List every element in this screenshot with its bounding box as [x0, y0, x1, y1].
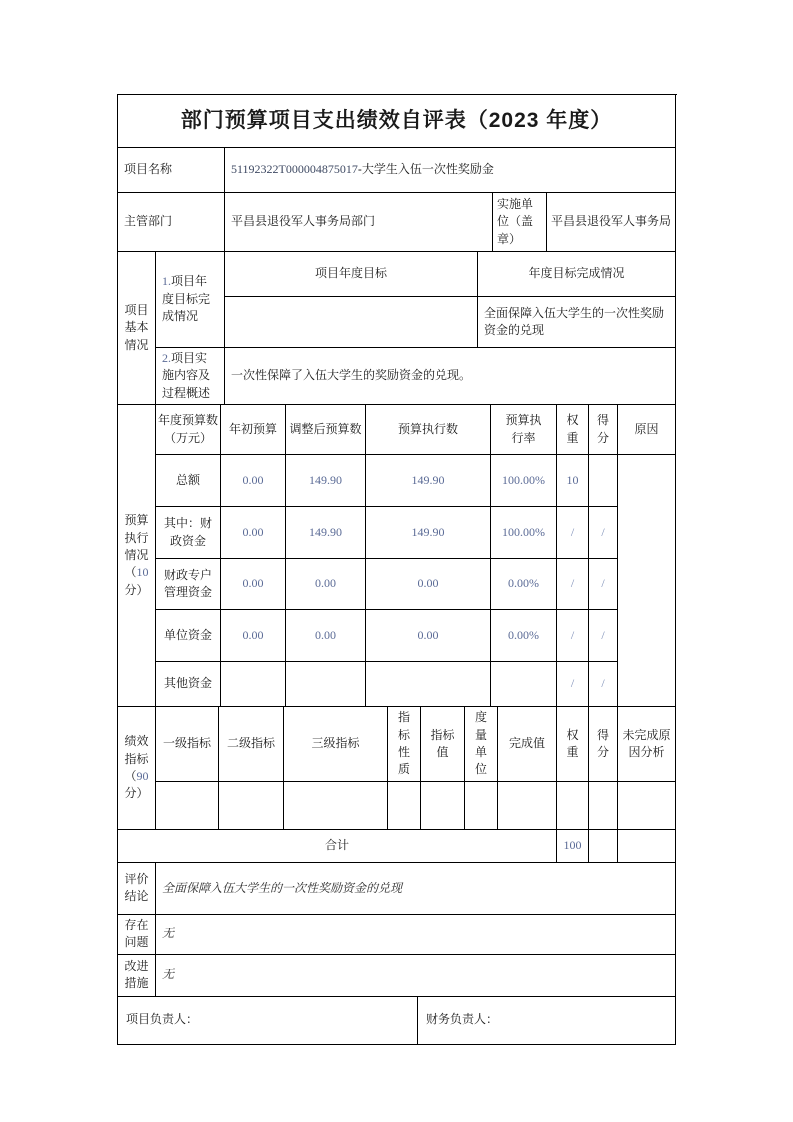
basic-info-table — [118, 252, 676, 405]
perf-score-value — [589, 782, 618, 830]
perf-header-score: 得分 — [589, 707, 618, 782]
project-name-value — [225, 148, 676, 193]
evaluation-label: 评价结论 — [118, 863, 156, 915]
evaluation-table — [118, 863, 676, 915]
budget-initial-value: 0.00 — [221, 610, 286, 662]
impl-unit-value: 平昌县退役军人事务局 — [547, 193, 676, 252]
annual-goal-value — [225, 297, 478, 348]
problems-table — [118, 915, 676, 955]
perf-header-level1: 一级指标 — [156, 707, 219, 782]
budget-executed-value: 149.90 — [366, 507, 491, 559]
budget-row-name: 总额 — [156, 455, 221, 507]
basic-item1-text: 项目年度目标完成情况 — [162, 274, 211, 324]
budget-score-value: / — [589, 559, 618, 610]
budget-header-adjusted: 调整后预算数 — [286, 405, 366, 455]
problems-value: 无 — [156, 915, 676, 955]
basic-item2-value: 一次性保障了入伍大学生的奖励资金的兑现。 — [225, 348, 676, 405]
perf-weight-value — [557, 782, 589, 830]
department-value: 平昌县退役军人事务局部门 — [225, 193, 493, 252]
signatures-table — [118, 997, 676, 1045]
project-title-text: -大学生入伍一次性奖励金 — [357, 162, 494, 177]
budget-label-suffix: 分） — [124, 582, 149, 597]
budget-weight-value: / — [557, 559, 589, 610]
performance-label-points: 90 — [136, 768, 149, 783]
evaluation-value: 全面保障入伍大学生的一次性奖励资金的兑现 — [156, 863, 676, 915]
budget-executed-value — [366, 662, 491, 707]
perf-target-value — [421, 782, 465, 830]
perf-header-level3: 三级指标 — [284, 707, 388, 782]
budget-weight-value: 10 — [557, 455, 589, 507]
perf-nature-value — [388, 782, 421, 830]
budget-rate-value: 100.00% — [491, 507, 557, 559]
budget-weight-value: / — [557, 610, 589, 662]
total-label: 合计 — [118, 830, 557, 863]
performance-label-text: 绩效指标（ — [124, 734, 149, 783]
impl-unit-label: 实施单位（盖章） — [493, 193, 547, 252]
budget-table — [118, 405, 676, 707]
total-score — [589, 830, 618, 863]
budget-rate-value — [491, 662, 557, 707]
budget-row-name: 其中：财政资金 — [156, 507, 221, 559]
improvement-label: 改进措施 — [118, 955, 156, 997]
budget-label-points: 10 — [136, 565, 149, 580]
perf-header-unit: 度量单位 — [465, 707, 498, 782]
budget-row-total — [118, 455, 676, 507]
budget-row-name: 财政专户管理资金 — [156, 559, 221, 610]
budget-row-name: 其他资金 — [156, 662, 221, 707]
department-table — [118, 193, 676, 252]
department-label: 主管部门 — [118, 193, 225, 252]
section-budget-label — [118, 405, 156, 707]
section-performance-label — [118, 707, 156, 830]
perf-header-weight: 权重 — [557, 707, 589, 782]
budget-header-weight: 权重 — [557, 405, 589, 455]
budget-score-value: / — [589, 662, 618, 707]
budget-rate-value: 0.00% — [491, 559, 557, 610]
budget-adjusted-value: 0.00 — [286, 610, 366, 662]
total-weight: 100 — [557, 830, 589, 863]
budget-score-value: / — [589, 610, 618, 662]
perf-header-level2: 二级指标 — [219, 707, 284, 782]
budget-adjusted-value: 149.90 — [286, 507, 366, 559]
perf-level1-value — [156, 782, 219, 830]
budget-header-reason: 原因 — [618, 405, 676, 455]
total-reason — [618, 830, 676, 863]
form-title: 部门预算项目支出绩效自评表（2023 年度） — [118, 95, 676, 148]
goal-completion-header: 年度目标完成情况 — [478, 252, 676, 297]
budget-label-text: 预算执行情况（ — [124, 513, 149, 580]
improvement-table — [118, 955, 676, 997]
budget-row-special-account — [118, 559, 676, 610]
budget-row-other-funds — [118, 662, 676, 707]
budget-initial-value: 0.00 — [221, 507, 286, 559]
budget-score-value — [589, 455, 618, 507]
budget-row-name: 单位资金 — [156, 610, 221, 662]
section-basic-info-label: 项目基本情况 — [118, 252, 156, 405]
title-table — [118, 95, 676, 148]
evaluation-form — [117, 94, 677, 1045]
perf-level2-value — [219, 782, 284, 830]
basic-item1-label — [156, 252, 225, 348]
performance-table — [118, 707, 676, 863]
perf-unit-value — [465, 782, 498, 830]
budget-header-initial: 年初预算 — [221, 405, 286, 455]
goal-completion-value: 全面保障入伍大学生的一次性奖励资金的兑现 — [478, 297, 676, 348]
budget-header-executed: 预算执行数 — [366, 405, 491, 455]
performance-label-suffix: 分） — [124, 786, 149, 801]
budget-adjusted-value: 149.90 — [286, 455, 366, 507]
budget-rate-value: 0.00% — [491, 610, 557, 662]
budget-score-value: / — [589, 507, 618, 559]
budget-weight-value: / — [557, 662, 589, 707]
improvement-value: 无 — [156, 955, 676, 997]
budget-initial-value — [221, 662, 286, 707]
perf-level3-value — [284, 782, 388, 830]
perf-header-nature: 指标性质 — [388, 707, 421, 782]
basic-item1-number: 1. — [162, 274, 171, 289]
project-name-label: 项目名称 — [118, 148, 225, 193]
project-leader-label: 项目负责人： — [118, 997, 418, 1045]
problems-label: 存在问题 — [118, 915, 156, 955]
perf-header-target: 指标值 — [421, 707, 465, 782]
budget-rate-value: 100.00% — [491, 455, 557, 507]
perf-incomplete-reason-value — [618, 782, 676, 830]
budget-executed-value: 149.90 — [366, 455, 491, 507]
budget-header-score: 得分 — [589, 405, 618, 455]
basic-item2-number: 2. — [162, 351, 171, 365]
budget-weight-value: / — [557, 507, 589, 559]
budget-adjusted-value: 0.00 — [286, 559, 366, 610]
total-row — [118, 830, 676, 863]
budget-initial-value: 0.00 — [221, 559, 286, 610]
annual-goal-header: 项目年度目标 — [225, 252, 478, 297]
budget-row-fiscal — [118, 507, 676, 559]
finance-leader-label: 财务负责人： — [418, 997, 676, 1045]
budget-header-annual: 年度预算数（万元） — [156, 405, 221, 455]
perf-header-incomplete-reason: 未完成原因分析 — [618, 707, 676, 782]
budget-executed-value: 0.00 — [366, 559, 491, 610]
project-code: 51192322T000004875017 — [231, 162, 358, 177]
budget-reason-value — [618, 455, 676, 707]
budget-initial-value: 0.00 — [221, 455, 286, 507]
performance-empty-row — [118, 782, 676, 830]
perf-completed-value — [498, 782, 557, 830]
project-name-table — [118, 148, 676, 193]
budget-executed-value: 0.00 — [366, 610, 491, 662]
budget-row-unit-funds — [118, 610, 676, 662]
perf-header-completed: 完成值 — [498, 707, 557, 782]
basic-item2-label — [156, 348, 225, 405]
basic-item2-text: 项目实施内容及过程概述 — [162, 351, 211, 400]
budget-adjusted-value — [286, 662, 366, 707]
budget-header-rate: 预算执行率 — [491, 405, 557, 455]
